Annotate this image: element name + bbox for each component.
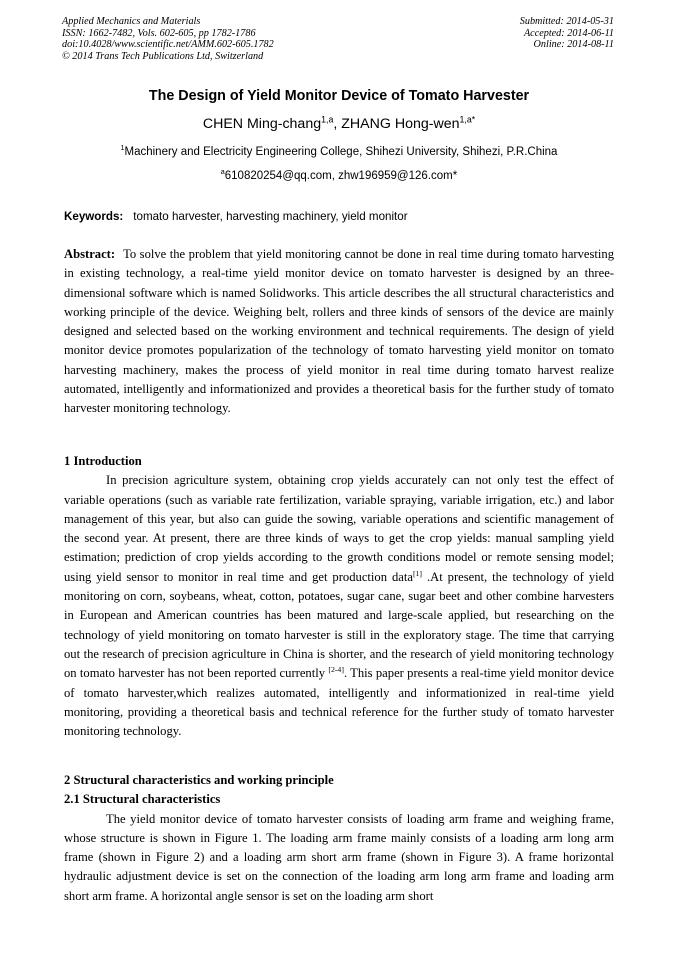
abstract <box>64 245 614 419</box>
copyright-line: © 2014 Trans Tech Publications Ltd, Switzerland <box>62 50 264 62</box>
affiliation <box>0 146 678 158</box>
affiliation-text: Machinery and Electricity Engineering College, Shihezi University, Shihezi, P.R.China <box>124 146 558 158</box>
reference-1[interactable]: [1] <box>412 568 423 578</box>
author-2: ZHANG Hong-wen <box>341 116 460 132</box>
introduction-heading: 1 Introduction <box>64 454 142 468</box>
section-2-1-paragraph: The yield monitor device of tomato harvester consists of loading arm frame and weighing frame, whose structure is shown in Figure 1. The loading arm frame mainly consists of a loading arm long arm frame (shown in Figure 2) and a loading arm short arm frame (shown in Figure 3). A frame horizontal hydraulic adjustment device is set on the connection of the loading arm long arm frame and loading arm short arm frame. A horizontal angle sensor is set on the loading arm short <box>64 811 614 903</box>
intro-text-part-3: . This paper presents a real-time yield monitor device of tomato harvester,which realizes automated, intelligently and informationized in real-time yield monitoring, providing a theoretical basis and technical reference for the further study of tomato harvester monitoring technology. <box>64 666 614 739</box>
online-date: Online: 2014-08-11 <box>533 39 614 51</box>
paper-title: The Design of Yield Monitor Device of Tomato Harvester <box>148 88 530 104</box>
section-2 <box>64 771 614 906</box>
intro-text-part-2: .At present, the technology of yield monitoring on corn, soybeans, wheat, cotton, potatoes, sugar cane, sugar beet and other combine harvesters in European and American countries has been matured and large-scale applied, but researching on the technology of yield monitoring on tomato harvester is still in the exploratory stage. The time that carrying out the research of precision agriculture in China is shorter, and the research of yield monitoring technology on tomato harvester has not been reported currently <box>64 569 614 681</box>
author-separator: , <box>333 116 342 132</box>
keywords-text: tomato harvester, harvesting machinery, yield monitor <box>133 210 408 223</box>
introduction-paragraph <box>64 471 614 741</box>
keywords <box>64 210 614 223</box>
intro-text-part-1: In precision agriculture system, obtaining crop yields accurately can not only test the effect of variable operations (such as variable rate fertilization, variable spraying, variable irrigation, etc.) and labor management of this year, but also can guide the sowing, variable operations and scientific management of the second year. At present, there are three kinds of ways to get the crop yields: manual sampling yield estimation; prediction of crop yields according to the growth conditions model or remote sensing model; using yield sensor to monitor in real time and get production data <box>64 473 614 584</box>
author-2-superscript: 1,a* <box>459 114 476 125</box>
dates-info <box>520 16 614 51</box>
abstract-text: To solve the problem that yield monitoring cannot be done in real time during tomato harvesting in existing technology, a real-time yield monitor device on tomato harvester is designed by an three-dimensional software which is named Solidworks. This article describes the all structural characteristics and working principle of the device. Weighing belt, rollers and three kinds of sensors of the device are mainly designed and selected based on the working environment and technical requirements. The design of yield monitor device promotes popularization of the technology of tomato harvesting yield monitor on tomato harvesting machinery, makes the process of yield monitor in real time during tomato harvest realize automated, intelligently and informationized and provides a theoretical basis for the further study of tomato harvester monitoring technology. <box>64 247 614 416</box>
author-1: CHEN Ming-chang <box>202 116 322 132</box>
journal-name: Applied Mechanics and Materials <box>62 16 201 27</box>
author-line <box>0 116 678 132</box>
submitted-date: Submitted: 2014-05-31 <box>519 16 614 27</box>
email-text: 610820254@qq.com, zhw196959@126.com* <box>224 170 458 182</box>
section-2-1-heading: 2.1 Structural characteristics <box>64 792 221 807</box>
doi-line: doi:10.4028/www.scientific.net/AMM.602-605.1782 <box>62 39 274 51</box>
issn-line: ISSN: 1662-7482, Vols. 602-605, pp 1782-1786 <box>62 27 256 39</box>
introduction-section <box>64 452 614 741</box>
accepted-date: Accepted: 2014-06-11 <box>523 27 614 39</box>
abstract-label: Abstract: <box>64 247 116 261</box>
journal-info <box>62 16 274 62</box>
keywords-label: Keywords: <box>64 210 124 223</box>
email-line <box>0 170 678 182</box>
author-1-superscript: 1,a <box>321 114 334 125</box>
section-2-heading: 2 Structural characteristics and working principle <box>64 773 334 787</box>
reference-2-4[interactable]: [2-4] <box>328 665 344 675</box>
affiliation-superscript: 1 <box>120 144 125 153</box>
email-superscript: a <box>220 168 225 177</box>
